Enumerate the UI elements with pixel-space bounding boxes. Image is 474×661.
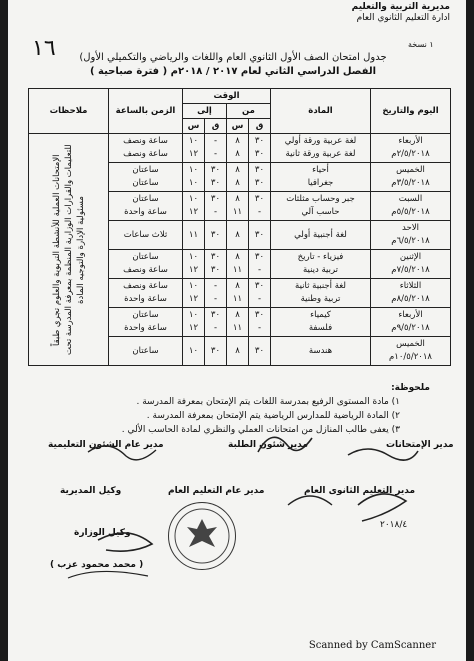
schedule-title-line-2: الفصل الدراسي الثاني لعام ٢٠١٧ / ٢٠١٨م ( فترة صباحية ) — [89, 66, 377, 77]
subject-cell — [271, 221, 371, 250]
cell-line: تربية دينية — [302, 265, 339, 275]
sig-secondary-education-director: مدير التعليم الثانوى العام — [304, 486, 416, 496]
cell-line: ١٠ — [188, 281, 199, 291]
notes-label: ملحوظة: — [391, 383, 430, 393]
cell-line: - — [257, 294, 262, 304]
cell-line: فيزياء - تاريخ — [297, 252, 344, 262]
schedule-title-line-1: جدول امتحان الصف الأول الثانوي العام واللغات والرياضي والتكميلي الأول) — [79, 52, 387, 63]
cell-line: - — [213, 136, 218, 146]
cell-line: - — [213, 149, 218, 159]
scanner-watermark: Scanned by CamScanner — [308, 640, 436, 651]
cell-line: ٣٠ — [210, 229, 221, 240]
cell-line: ١٠ — [188, 136, 199, 146]
cell-line: ٣٠ — [254, 229, 265, 240]
subject-cell — [271, 337, 371, 366]
copy-note: ١ نسخة — [408, 40, 434, 49]
cell-line: - — [213, 281, 218, 291]
from-hours-cell — [227, 308, 249, 337]
day-date-cell — [371, 134, 451, 163]
to-hours-cell — [183, 308, 205, 337]
exam-date: ٨/٥/٢٠١٨م — [391, 294, 430, 304]
cell-line: ساعة واحدة — [124, 207, 167, 217]
cell-line: - — [213, 294, 218, 304]
note-item-1: ١) مادة المستوى الرفيع بمدرسة اللغات يتم الإمتحان بمعرفة المدرسة . — [136, 397, 400, 407]
cell-line: ١١ — [232, 323, 243, 333]
cell-line: ١٠ — [188, 345, 199, 356]
from-minutes-cell — [249, 337, 271, 366]
day-name: الإثنين — [399, 252, 422, 262]
cell-line: ساعة واحدة — [124, 294, 167, 304]
cell-line: ٣٠ — [254, 136, 265, 146]
table-row — [29, 134, 451, 163]
cell-line: لغة أجنبية ثانية — [295, 281, 346, 291]
day-name: الأربعاء — [398, 310, 423, 320]
cell-line: ساعتان — [132, 178, 159, 188]
document-page — [8, 0, 466, 661]
sig-general-education-director: مدير عام التعليم العام — [168, 486, 265, 496]
cell-line: جبر وحساب مثلثات — [286, 194, 355, 204]
cell-line: ١٠ — [188, 165, 199, 175]
ministry-line-1: مديرية التربية والتعليم — [351, 2, 450, 12]
day-date-cell — [371, 163, 451, 192]
cell-line: ١١ — [188, 229, 199, 240]
header-from-hours: س — [227, 119, 249, 134]
signature-date: ٢٠١٨/٤ — [380, 520, 408, 530]
exam-date: ٩/٥/٢٠١٨م — [391, 323, 430, 333]
cell-line: ساعة واحدة — [124, 323, 167, 333]
exam-date: ٥/٥/٢٠١٨م — [391, 207, 430, 217]
cell-line: ٨ — [235, 149, 240, 159]
to-minutes-cell — [205, 192, 227, 221]
cell-line: - — [213, 323, 218, 333]
duration-cell — [109, 163, 183, 192]
eagle-emblem-icon — [169, 503, 235, 569]
cell-line: ١٢ — [188, 294, 199, 304]
duration-cell — [109, 279, 183, 308]
from-hours-cell — [227, 250, 249, 279]
cell-line: ٨ — [235, 229, 240, 240]
schedule-body — [29, 134, 451, 366]
ministry-header — [352, 2, 450, 24]
to-hours-cell — [183, 134, 205, 163]
cell-line: ٣٠ — [254, 194, 265, 204]
to-hours-cell — [183, 279, 205, 308]
header-time: الوقت — [183, 89, 271, 104]
header-from-minutes: ق — [249, 119, 271, 134]
cell-line: - — [257, 207, 262, 217]
exam-date: ٣/٥/٢٠١٨م — [391, 178, 430, 188]
cell-line: لغة عربية ورقة أولي — [284, 136, 357, 146]
sig-educational-affairs-director: مدير عام الشئون التعليمية — [48, 440, 164, 450]
cell-line: ٣٠ — [210, 194, 221, 204]
cell-line: ١٢ — [188, 265, 199, 275]
cell-line: ١١ — [232, 294, 243, 304]
cell-line: ٨ — [235, 252, 240, 262]
day-date-cell — [371, 337, 451, 366]
cell-line: ساعة ونصف — [123, 281, 168, 291]
sig-deputy-directorate: وكيل المديرية — [60, 486, 122, 496]
sig-exams-director: مدير الإمتحانات — [386, 440, 454, 450]
page-number: ١٦ — [32, 36, 56, 61]
day-date-cell — [371, 192, 451, 221]
to-minutes-cell — [205, 221, 227, 250]
cell-line: ٨ — [235, 136, 240, 146]
ministry-line-2: ادارة التعليم الثانوي العام — [356, 13, 450, 23]
exam-date: ٧/٥/٢٠١٨م — [391, 265, 430, 275]
cell-line: ٨ — [235, 310, 240, 320]
subject-cell — [271, 163, 371, 192]
day-date-cell — [371, 279, 451, 308]
cell-line: ساعتان — [132, 165, 159, 175]
to-minutes-cell — [205, 279, 227, 308]
duration-cell — [109, 250, 183, 279]
cell-line: جغرافيا — [307, 178, 334, 188]
cell-line: ١١ — [232, 207, 243, 217]
cell-line: ٣٠ — [254, 149, 265, 159]
cell-line: لغة عربية ورقة ثانية — [285, 149, 356, 159]
cell-line: ١٠ — [188, 252, 199, 262]
cell-line: ١٠ — [188, 194, 199, 204]
cell-line: ٣٠ — [254, 178, 265, 188]
cell-line: فلسفة — [308, 323, 333, 333]
official-seal — [168, 502, 236, 570]
day-name: الثلاثاء — [399, 281, 422, 291]
from-minutes-cell — [249, 308, 271, 337]
duration-cell — [109, 192, 183, 221]
header-to: إلى — [183, 104, 227, 119]
cell-line: ٣٠ — [210, 252, 221, 262]
header-duration: الزمن بالساعة — [109, 89, 183, 134]
cell-line: ١١ — [232, 265, 243, 275]
from-minutes-cell — [249, 192, 271, 221]
notes-section — [30, 381, 430, 437]
sig-student-affairs-director: مدير شئون الطلبة — [228, 440, 308, 450]
cell-line: ٣٠ — [210, 178, 221, 188]
to-hours-cell — [183, 250, 205, 279]
exam-date: ١٠/٥/٢٠١٨م — [389, 352, 432, 362]
cell-line: ٣٠ — [254, 345, 265, 356]
cell-line: ثلاث ساعات — [123, 229, 168, 240]
cell-line: أحياء — [312, 165, 329, 175]
cell-line: ٨ — [235, 281, 240, 291]
day-name: الأربعاء — [398, 136, 423, 146]
day-name: الخميس — [396, 339, 425, 349]
to-minutes-cell — [205, 134, 227, 163]
header-to-minutes: ق — [205, 119, 227, 134]
from-hours-cell — [227, 279, 249, 308]
note-item-2: ٢) المادة الرياضية للمدارس الرياضية يتم الإمتحان بمعرفة المدرسة . — [146, 411, 400, 421]
day-name: الاحد — [402, 223, 419, 233]
subject-cell — [271, 308, 371, 337]
day-date-cell — [371, 308, 451, 337]
exam-date: ٦/٥/٢٠١٨م — [391, 236, 430, 246]
subject-cell — [271, 134, 371, 163]
from-minutes-cell — [249, 134, 271, 163]
from-hours-cell — [227, 192, 249, 221]
cell-line: - — [257, 265, 262, 275]
subject-cell — [271, 279, 371, 308]
cell-line: ٨ — [235, 194, 240, 204]
sig-deputy-minister-name: ( محمد محمود عزب ) — [50, 560, 144, 570]
to-minutes-cell — [205, 163, 227, 192]
note-item-3: ٣) يعفى طالب المنازل من امتحانات العملي والنظري لمادة الحاسب الألي . — [121, 425, 400, 435]
from-minutes-cell — [249, 163, 271, 192]
cell-line: ساعة ونصف — [123, 265, 168, 275]
from-hours-cell — [227, 221, 249, 250]
to-minutes-cell — [205, 337, 227, 366]
cell-line: ساعتان — [132, 252, 159, 262]
duration-cell — [109, 221, 183, 250]
cell-line: ١٢ — [188, 323, 199, 333]
from-minutes-cell — [249, 250, 271, 279]
cell-line: ٣٠ — [254, 281, 265, 291]
day-name: الخميس — [396, 165, 425, 175]
duration-cell — [109, 337, 183, 366]
cell-line: ١٠ — [188, 178, 199, 188]
to-minutes-cell — [205, 308, 227, 337]
cell-line: ١٠ — [188, 310, 199, 320]
day-name: السبت — [398, 194, 423, 204]
to-hours-cell — [183, 221, 205, 250]
day-date-cell — [371, 221, 451, 250]
cell-line: ٨ — [235, 165, 240, 175]
cell-line: لغة أجنبية أولي — [294, 229, 347, 240]
cell-line: ٣٠ — [254, 252, 265, 262]
exam-schedule-table — [28, 88, 451, 366]
cell-line: ٣٠ — [254, 310, 265, 320]
from-hours-cell — [227, 134, 249, 163]
cell-line: ساعتان — [132, 345, 159, 356]
cell-line: حاسب آلي — [301, 207, 340, 217]
cell-line: هندسة — [308, 345, 333, 356]
to-hours-cell — [183, 192, 205, 221]
duration-cell — [109, 308, 183, 337]
from-hours-cell — [227, 337, 249, 366]
cell-line: ٣٠ — [210, 265, 221, 275]
from-hours-cell — [227, 163, 249, 192]
subject-cell — [271, 192, 371, 221]
sig-deputy-minister: وكيل الوزارة — [74, 528, 131, 538]
cell-line: تربية وطنية — [300, 294, 341, 304]
to-hours-cell — [183, 337, 205, 366]
cell-line: كيمياء — [310, 310, 331, 320]
cell-line: ساعتان — [132, 194, 159, 204]
cell-line: ٨ — [235, 178, 240, 188]
header-notes: ملاحظات — [29, 89, 109, 134]
header-from: من — [227, 104, 271, 119]
cell-line: ٣٠ — [254, 165, 265, 175]
to-minutes-cell — [205, 250, 227, 279]
cell-line: - — [213, 207, 218, 217]
notes-cell — [29, 134, 109, 366]
subject-cell — [271, 250, 371, 279]
notes-column-text: الإمتحانات العملية للأنشطة التربوية والعلوم تجري طبقاً للتعليمات والقرارات الوزارية المنظمة بمعرفة المدرسة تحت مسئولية الإدارة والتوجيه المادة — [51, 144, 86, 355]
from-minutes-cell — [249, 279, 271, 308]
cell-line: ١٢ — [188, 149, 199, 159]
cell-line: ٣٠ — [210, 165, 221, 175]
exam-date: ٢/٥/٢٠١٨م — [391, 149, 430, 159]
cell-line: ١٢ — [188, 207, 199, 217]
from-minutes-cell — [249, 221, 271, 250]
header-subject: المادة — [271, 89, 371, 134]
to-hours-cell — [183, 163, 205, 192]
header-day-date: اليوم والتاريخ — [371, 89, 451, 134]
cell-line: ٣٠ — [210, 345, 221, 356]
header-to-hours: س — [183, 119, 205, 134]
cell-line: ٨ — [235, 345, 240, 356]
cell-line: - — [257, 323, 262, 333]
cell-line: ساعة ونصف — [123, 149, 168, 159]
duration-cell — [109, 134, 183, 163]
cell-line: ساعتان — [132, 310, 159, 320]
day-date-cell — [371, 250, 451, 279]
cell-line: ساعة ونصف — [123, 136, 168, 146]
cell-line: ٣٠ — [210, 310, 221, 320]
